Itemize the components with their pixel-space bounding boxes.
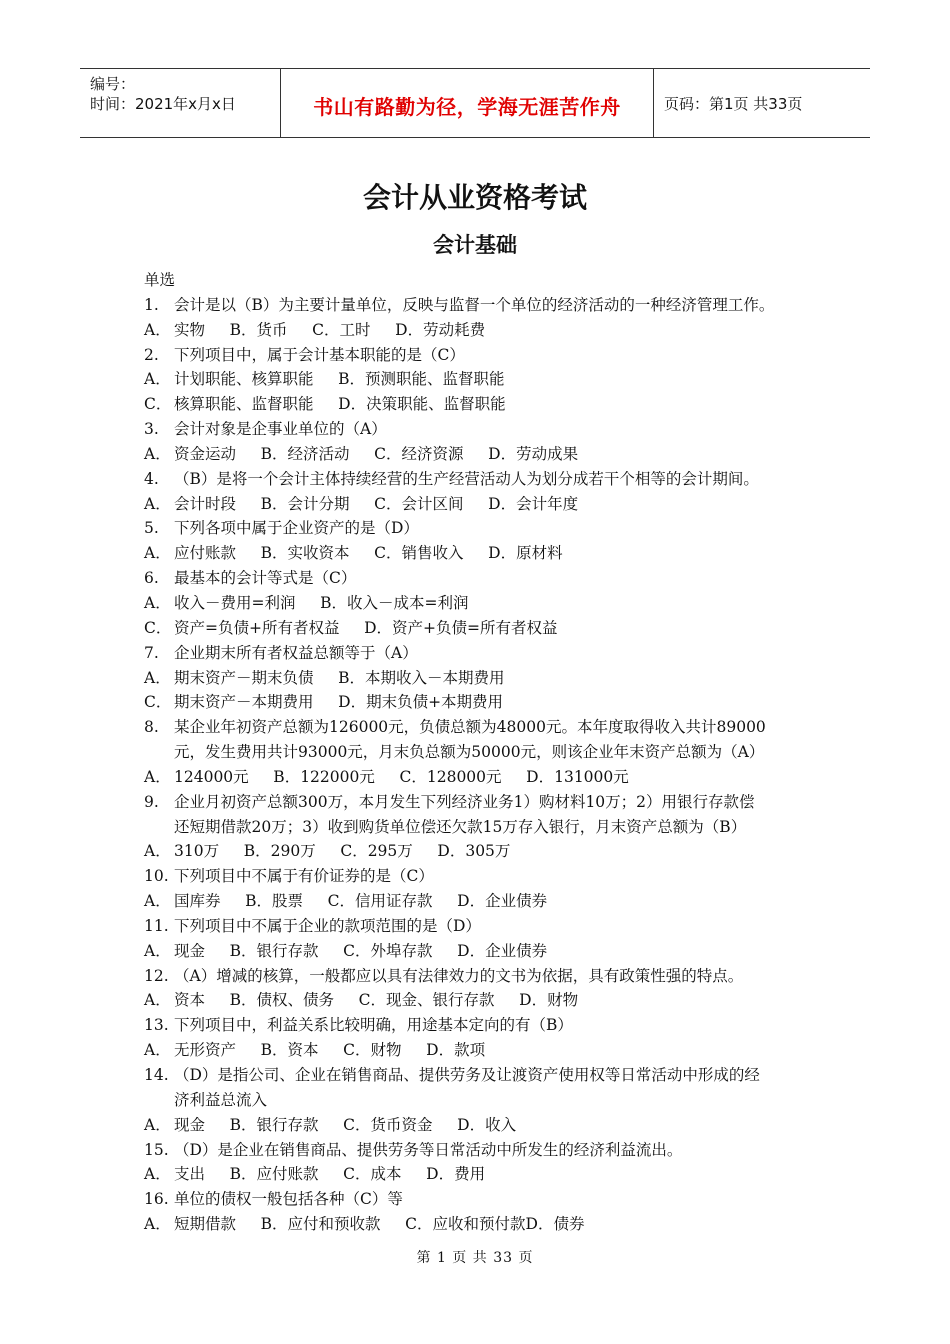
item-text: 会计时段 B．会计分期 C．会计区间 D．会计年度 (174, 494, 579, 513)
text-line (144, 591, 834, 616)
text-line (144, 367, 834, 392)
item-text: 还短期借款20万；3）收到购货单位偿还欠款15万存入银行，月末资产总额为（B） (174, 817, 747, 836)
item-text: （A）增减的核算，一般都应以具有法律效力的文书为依据，具有政策性强的特点。 (174, 966, 744, 985)
item-text: 会计对象是企事业单位的（A） (174, 420, 387, 439)
text-line (144, 417, 834, 442)
item-number: 10. (144, 867, 169, 886)
item-text: 现金 B．银行存款 C．外埠存款 D．企业债券 (174, 941, 548, 960)
item-text: 济利益总流入 (174, 1090, 268, 1109)
page-info: 页码：第1页 共33页 (664, 95, 803, 113)
text-line (144, 1138, 834, 1163)
item-number: A． (144, 444, 171, 463)
item-text: （D）是指公司、企业在销售商品、提供劳务及让渡资产使用权等日常活动中形成的经 (174, 1066, 760, 1084)
item-number: A． (144, 593, 171, 612)
text-line (144, 939, 834, 964)
text-line (144, 889, 834, 914)
page-title: 会计从业资格考试 (362, 181, 587, 214)
item-number: A． (144, 842, 171, 861)
text-line (144, 1013, 834, 1038)
item-number: 12. (144, 966, 169, 985)
item-number: 3. (144, 420, 159, 439)
item-number: 7. (144, 643, 159, 662)
item-number: A． (144, 1165, 171, 1184)
item-text: 收入－费用=利润 B．收入－成本=利润 (174, 593, 469, 612)
text-line (144, 964, 834, 989)
item-text: 单选 (144, 271, 176, 289)
item-number: 8. (144, 718, 159, 737)
item-text: 企业月初资产总额300万，本月发生下列经济业务1）购材料10万；2）用银行存款偿 (174, 792, 755, 811)
item-number: A． (144, 370, 171, 389)
item-number: A． (144, 1215, 171, 1234)
text-line (144, 1162, 834, 1187)
item-number: A． (144, 1041, 171, 1060)
question-list (144, 268, 834, 1237)
item-number: 14. (144, 1066, 169, 1084)
motto: 书山有路勤为径，学海无涯苦作舟 (313, 95, 621, 119)
item-text: 期末资产－本期费用 D．期末负债+本期费用 (174, 693, 504, 712)
text-line (144, 442, 834, 467)
item-number: A． (144, 1115, 171, 1134)
text-line (144, 268, 834, 293)
item-text: 124000元 B．122000元 C．128000元 D．131000元 (174, 767, 629, 786)
text-line (144, 516, 834, 541)
text-line (144, 1212, 834, 1237)
item-text: 短期借款 B．应付和预收款 C．应收和预付款D．债券 (174, 1215, 585, 1234)
item-number: 16. (144, 1190, 169, 1209)
item-number: A． (144, 767, 171, 786)
text-line (144, 467, 834, 492)
item-number: 9. (144, 792, 159, 811)
item-text: 计划职能、核算职能 B．预测职能、监督职能 (174, 370, 505, 389)
item-number: 13. (144, 1016, 169, 1035)
page-subtitle: 会计基础 (433, 233, 517, 257)
text-line (144, 343, 834, 368)
item-text: 企业期末所有者权益总额等于（A） (174, 643, 418, 662)
text-line (144, 392, 834, 417)
item-text: 元，发生费用共计93000元，月末负总额为50000元，则该企业年末资产总额为（A） (174, 743, 765, 762)
item-text: 资产=负债+所有者权益 D．资产+负债=所有者权益 (174, 618, 558, 637)
item-text: 某企业年初资产总额为126000元，负债总额为48000元。本年度取得收入共计89000 (174, 718, 766, 737)
item-text: 无形资产 B．资本 C．财物 D．款项 (174, 1041, 486, 1060)
text-line (144, 1113, 834, 1138)
text-line (144, 839, 834, 864)
item-text: 现金 B．银行存款 C．货币资金 D．收入 (174, 1115, 517, 1134)
item-number: 1. (144, 295, 159, 314)
item-number: A． (144, 544, 171, 563)
page-footer: 第 1 页 共 33 页 (416, 1250, 534, 1266)
item-text: 310万 B．290万 C．295万 D．305万 (174, 842, 511, 861)
item-text: 下列项目中，利益关系比较明确，用途基本定向的有（B） (174, 1016, 573, 1035)
item-text: 下列项目中不属于企业的款项范围的是（D） (174, 916, 481, 935)
item-text: 下列项目中，属于会计基本职能的是（C） (174, 345, 465, 364)
code-label: 编号： (90, 75, 136, 93)
item-number: 4. (144, 469, 159, 488)
item-text: 下列各项中属于企业资产的是（D） (174, 519, 419, 538)
item-number: 2. (144, 345, 159, 364)
header-right-cell (654, 69, 870, 137)
item-text: 应付账款 B．实收资本 C．销售收入 D．原材料 (174, 544, 563, 563)
item-number: A． (144, 892, 171, 911)
text-line (144, 293, 834, 318)
text-line (144, 690, 834, 715)
text-line (144, 566, 834, 591)
header-motto-cell (281, 69, 654, 137)
text-line (144, 740, 834, 765)
item-text: 会计是以（B）为主要计量单位，反映与监督一个单位的经济活动的一种经济管理工作。 (174, 295, 775, 314)
item-number: A． (144, 668, 171, 687)
text-line (144, 988, 834, 1013)
item-text: 国库券 B．股票 C．信用证存款 D．企业债券 (174, 892, 548, 911)
item-text: 下列项目中不属于有价证券的是（C） (174, 867, 434, 886)
text-line (144, 616, 834, 641)
text-line (144, 1088, 834, 1113)
text-line (144, 1063, 834, 1088)
item-text: （B）是将一个会计主体持续经营的生产经营活动人为划分成若干个相等的会计期间。 (174, 469, 759, 488)
item-number: A． (144, 991, 171, 1010)
item-number: C． (144, 395, 172, 414)
item-text: 核算职能、监督职能 D．决策职能、监督职能 (174, 395, 506, 414)
text-line (144, 790, 834, 815)
item-text: 实物 B．货币 C．工时 D．劳动耗费 (174, 320, 486, 339)
text-line (144, 541, 834, 566)
item-number: 6. (144, 569, 159, 588)
text-line (144, 815, 834, 840)
text-line (144, 666, 834, 691)
item-text: 资金运动 B．经济活动 C．经济资源 D．劳动成果 (174, 444, 579, 463)
item-number: 15. (144, 1140, 169, 1159)
text-line (144, 318, 834, 343)
item-number: 11. (144, 916, 169, 935)
item-text: 单位的债权一般包括各种（C）等 (174, 1190, 403, 1209)
item-number: A． (144, 941, 171, 960)
text-line (144, 1038, 834, 1063)
item-number: C． (144, 693, 172, 712)
text-line (144, 765, 834, 790)
text-line (144, 715, 834, 740)
text-line (144, 1187, 834, 1212)
text-line (144, 492, 834, 517)
item-number: A． (144, 494, 171, 513)
item-number: A． (144, 320, 171, 339)
item-number: C． (144, 618, 172, 637)
item-text: 最基本的会计等式是（C） (174, 569, 357, 588)
item-text: 支出 B．应付账款 C．成本 D．费用 (174, 1165, 486, 1184)
item-text: 资本 B．债权、债务 C．现金、银行存款 D．财物 (174, 991, 579, 1010)
item-text: 期末资产－期末负债 B．本期收入－本期费用 (174, 668, 505, 687)
text-line (144, 864, 834, 889)
date-label: 时间：2021年x月x日 (90, 95, 236, 113)
document-header (80, 68, 870, 138)
text-line (144, 914, 834, 939)
header-left-cell (80, 69, 281, 137)
item-number: 5. (144, 519, 159, 538)
item-text: （D）是企业在销售商品、提供劳务等日常活动中所发生的经济利益流出。 (174, 1140, 683, 1159)
text-line (144, 641, 834, 666)
